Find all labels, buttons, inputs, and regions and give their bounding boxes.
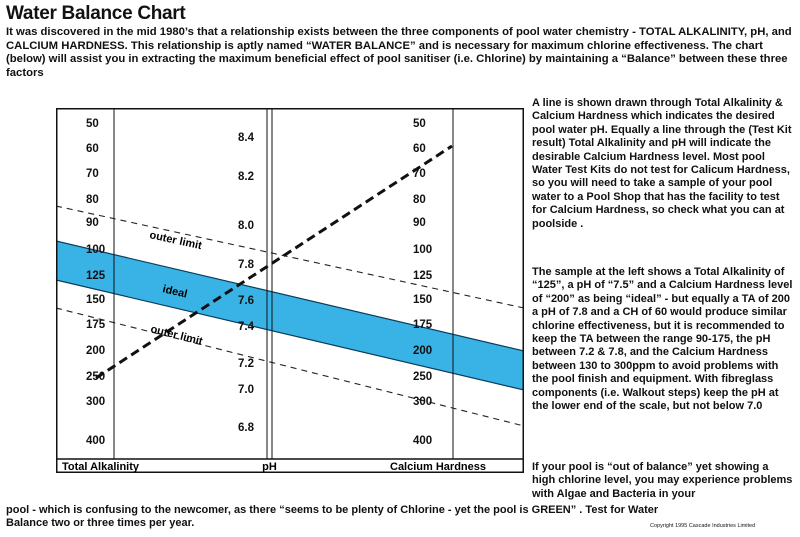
tick-label-ch-4: 90: [413, 217, 426, 229]
water-balance-chart: [56, 108, 524, 473]
tick-label-ch-10: 250: [413, 371, 433, 383]
tick-label-ch-5: 100: [413, 244, 433, 256]
tick-label-ph-3: 7.8: [238, 259, 254, 271]
bottom-paragraph: pool - which is confusing to the newcomer, as there “seems to be plenty of Chlorine - yet the pool is GREEN” . Test for Water Balance two or three times per year.: [6, 504, 659, 530]
tick-label-ta-9: 200: [86, 345, 106, 357]
tick-label-ph-1: 8.2: [238, 171, 254, 183]
tick-label-ch-9: 200: [413, 345, 433, 357]
tick-label-ta-7: 150: [86, 294, 106, 306]
intro-paragraph: It was discovered in the mid 1980’s that a relationship exists between the three components of pool water chemistry - TOTAL ALKALINITY, pH, and CALCIUM HARDNESS. This relationship is aptly named “WATER BALANCE” and is necessary for maximum chlorine effectiveness. The chart (below) will assist you in extracting the maximum beneficial effect of pool sanitiser (i.e. Chlorine) by maintaining a “Balance” between these three factors: [6, 26, 792, 79]
tick-label-ch-6: 125: [413, 270, 433, 282]
tick-label-ph-0: 8.4: [238, 132, 254, 144]
tick-label-ta-3: 80: [86, 194, 99, 206]
tick-label-ph-5: 7.4: [238, 321, 254, 333]
axis-title-ph: pH: [262, 461, 277, 473]
tick-label-ta-11: 300: [86, 396, 106, 408]
band-label-outer-limit-lower: outer limit: [149, 323, 204, 348]
tick-label-ph-4: 7.6: [238, 295, 254, 307]
tick-label-ta-2: 70: [86, 168, 99, 180]
side-paragraph-3: If your pool is “out of balance” yet showing a high chlorine level, you may experience problems with Algae and Bacteria in your: [532, 461, 793, 500]
page-title: Water Balance Chart: [6, 3, 186, 24]
axis-title-total-alkalinity: Total Alkalinity: [62, 461, 140, 473]
tick-label-ta-10: 250: [86, 371, 106, 383]
ideal-band: [56, 241, 524, 390]
tick-label-ta-8: 175: [86, 319, 106, 331]
tick-label-ch-12: 400: [413, 435, 433, 447]
side-paragraph-1: A line is shown drawn through Total Alkalinity & Calcium Hardness which indicates the desired pool water pH. Equally a line through the (Test Kit result) Total Alkalinity and pH will indicate the desirable Calcium Hardness level. Most pool Water Test Kits do not test for Calicum Hardness, so you will need to take a sample of your pool water to a Pool Shop that has the facility to test for Calcium Hardness, so check what you can at poolside .: [532, 97, 792, 230]
tick-label-ch-3: 80: [413, 194, 426, 206]
band-label-outer-limit-upper: outer limit: [148, 229, 203, 253]
tick-label-ch-11: 300: [413, 396, 433, 408]
tick-label-ta-4: 90: [86, 217, 99, 229]
calcium-hardness-tick-labels: [413, 118, 433, 447]
axis-title-calcium-hardness: Calcium Hardness: [390, 461, 486, 473]
tick-label-ch-8: 175: [413, 319, 433, 331]
tick-label-ch-0: 50: [413, 118, 426, 130]
tick-label-ph-6: 7.2: [238, 358, 254, 370]
tick-label-ch-1: 60: [413, 143, 426, 155]
tick-label-ch-2: 70: [413, 168, 426, 180]
side-paragraph-2: The sample at the left shows a Total Alkalinity of “125”, a pH of “7.5” and a Calcium Hardness level of “200” as being “ideal” - but equally a TA of 200 a pH of 7.8 and a CH of 60 would produce similar chlorine effectiveness, but it is recommended to keep the TA between the range 90-175, the pH between 7.2 & 7.8, and the Calcium Hardness between 130 to 300ppm to avoid problems with the pool finish and equipment. With fibreglass components (i.e. Walkout steps) keep the pH at the lower end of the scale, but not below 7.0: [532, 266, 793, 413]
tick-label-ta-0: 50: [86, 118, 99, 130]
tick-label-ph-2: 8.0: [238, 220, 254, 232]
tick-label-ta-1: 60: [86, 143, 99, 155]
tick-label-ta-6: 125: [86, 270, 106, 282]
tick-label-ph-7: 7.0: [238, 384, 254, 396]
tick-label-ta-12: 400: [86, 435, 106, 447]
band-label-ideal: ideal: [161, 283, 189, 301]
tick-label-ta-5: 100: [86, 244, 106, 256]
tick-label-ch-7: 150: [413, 294, 433, 306]
copyright-notice: Copyright 1995 Cascade Industries Limited: [650, 523, 756, 529]
tick-label-ph-8: 6.8: [238, 422, 254, 434]
